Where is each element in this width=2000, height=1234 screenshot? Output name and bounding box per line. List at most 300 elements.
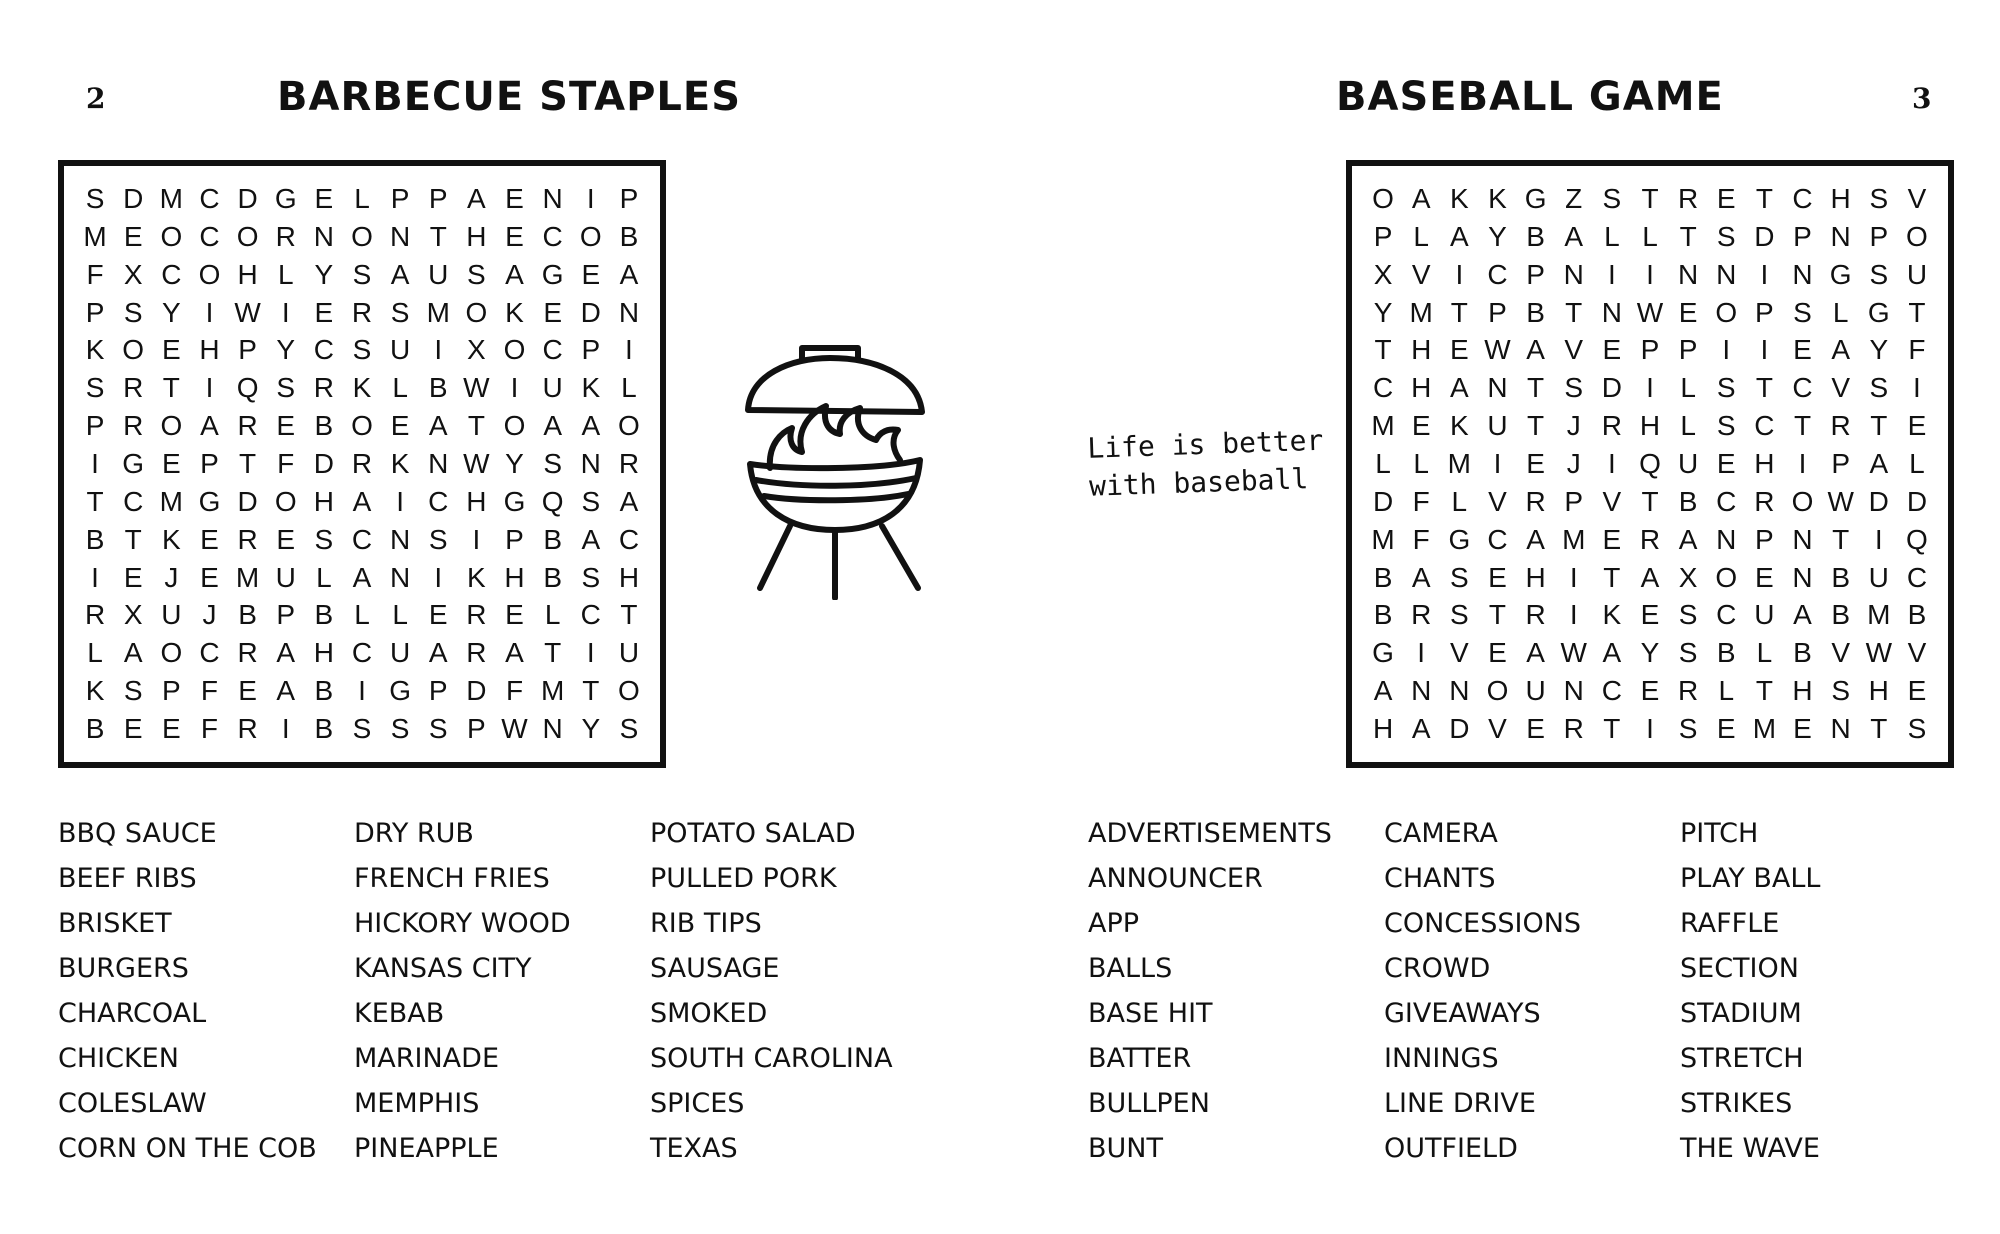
right-grid-letter: E — [1907, 410, 1927, 442]
right-grid-letter: S — [1869, 182, 1889, 214]
left-grid-letter: D — [237, 485, 258, 517]
right-grid-letter: P — [1564, 485, 1584, 517]
right-grid-letter: D — [1449, 713, 1470, 745]
left-grid-letter: W — [463, 447, 490, 479]
right-grid-letter: R — [1754, 485, 1775, 517]
left-grid-letter: K — [467, 561, 486, 593]
right-grid-letter: B — [1373, 599, 1393, 631]
left-word-list-item: CORN ON THE COB — [58, 1133, 317, 1164]
left-grid-letter: U — [275, 561, 296, 593]
right-grid-letter: P — [1488, 296, 1507, 328]
left-grid-letter: L — [316, 561, 332, 593]
left-grid-letter: T — [86, 485, 104, 517]
left-grid-letter: I — [91, 447, 99, 479]
left-grid-letter: M — [159, 485, 183, 517]
left-grid-letter: R — [275, 220, 296, 252]
left-grid-letter: P — [200, 447, 219, 479]
right-word-list-item: ADVERTISEMENTS — [1088, 818, 1332, 849]
right-grid-letter: R — [1525, 485, 1546, 517]
left-grid-letter: N — [618, 296, 640, 328]
right-grid-letter: E — [1411, 410, 1431, 442]
right-grid-letter: L — [1909, 447, 1925, 479]
left-grid-letter: U — [428, 258, 449, 290]
tagline-line-2: with baseball — [1088, 462, 1309, 503]
left-grid-letter: C — [199, 637, 220, 669]
right-grid-letter: T — [1793, 410, 1812, 442]
left-grid-letter: A — [581, 523, 601, 555]
right-grid-letter: C — [1601, 675, 1622, 707]
right-grid-letter: S — [1869, 258, 1889, 290]
left-grid-letter: I — [205, 372, 214, 404]
left-grid-letter: A — [123, 637, 143, 669]
left-grid-letter: C — [428, 485, 449, 517]
right-grid-letter: U — [1868, 561, 1889, 593]
left-grid-letter: A — [200, 410, 219, 442]
left-grid-letter: I — [205, 296, 214, 328]
left-grid-letter: P — [619, 182, 639, 214]
left-grid-letter: Y — [314, 258, 334, 290]
left-grid-letter: A — [276, 675, 296, 707]
right-grid-letter: E — [1488, 561, 1507, 593]
left-grid-letter: J — [202, 599, 217, 631]
left-grid-letter: A — [276, 637, 296, 669]
left-grid-letter: O — [503, 410, 526, 442]
left-grid-letter: C — [542, 220, 563, 252]
left-grid-letter: A — [390, 258, 410, 290]
right-grid-letter: D — [1601, 372, 1622, 404]
left-grid-letter: I — [586, 637, 595, 669]
left-grid-letter: I — [281, 713, 290, 745]
left-grid-letter: A — [352, 485, 372, 517]
left-grid-letter: A — [619, 258, 639, 290]
right-word-list-item: LINE DRIVE — [1384, 1088, 1536, 1119]
left-grid-letter: A — [581, 410, 601, 442]
left-grid-letter: T — [239, 447, 257, 479]
right-grid-letter: I — [1646, 713, 1654, 745]
right-grid-letter: C — [1792, 372, 1813, 404]
left-grid-letter: T — [620, 599, 638, 631]
left-grid-letter: N — [542, 713, 563, 745]
left-grid-letter: R — [123, 410, 144, 442]
right-grid-letter: R — [1563, 713, 1584, 745]
right-grid-letter: F — [1908, 334, 1926, 366]
left-word-list-item: TEXAS — [650, 1133, 738, 1164]
left-word-list-item: BBQ SAUCE — [58, 818, 217, 849]
right-grid-letter: N — [1792, 561, 1813, 593]
right-grid-letter: L — [1604, 220, 1620, 252]
left-word-list-item: SPICES — [650, 1088, 745, 1119]
left-grid-letter: H — [466, 485, 487, 517]
right-grid-letter: I — [1607, 258, 1616, 290]
right-grid-letter: T — [1527, 372, 1545, 404]
right-grid-letter: E — [1640, 599, 1660, 631]
left-word-list-item: SOUTH CAROLINA — [650, 1043, 893, 1074]
right-word-list-item: CONCESSIONS — [1384, 908, 1582, 939]
left-word-list-item: DRY RUB — [354, 818, 474, 849]
left-grid-letter: R — [123, 372, 144, 404]
right-grid-letter: L — [1642, 220, 1658, 252]
right-grid-letter: H — [1830, 182, 1851, 214]
left-grid-letter: E — [314, 182, 334, 214]
right-grid-letter: Y — [1869, 334, 1889, 366]
left-grid-letter: K — [352, 372, 372, 404]
left-grid-letter: E — [276, 410, 296, 442]
left-grid-letter: K — [390, 447, 410, 479]
left-grid-letter: T — [429, 220, 447, 252]
left-grid-letter: E — [161, 334, 181, 366]
left-word-list-item: FRENCH FRIES — [354, 863, 550, 894]
right-grid-letter: V — [1488, 713, 1507, 745]
left-grid-letter: O — [503, 334, 526, 366]
left-word-list-item: MEMPHIS — [354, 1088, 480, 1119]
right-word-list-item: STRIKES — [1680, 1088, 1793, 1119]
right-grid-letter: K — [1488, 182, 1507, 214]
right-grid-letter: U — [1754, 599, 1775, 631]
right-grid-letter: L — [1680, 410, 1696, 442]
right-grid-letter: A — [1411, 561, 1431, 593]
left-grid-letter: X — [123, 599, 143, 631]
right-grid-letter: W — [1865, 637, 1892, 669]
right-grid-letter: L — [1756, 637, 1773, 669]
left-word-list-item: BRISKET — [58, 908, 172, 939]
left-grid-letter: G — [503, 485, 526, 517]
left-grid-letter: E — [276, 523, 296, 555]
left-grid-letter: R — [466, 637, 487, 669]
right-grid-letter: S — [1869, 372, 1889, 404]
right-grid-letter: E — [1793, 334, 1812, 366]
right-word-list-item: OUTFIELD — [1384, 1133, 1518, 1164]
right-word-list-item: CHANTS — [1384, 863, 1496, 894]
left-grid-letter: K — [581, 372, 601, 404]
left-grid-letter: F — [505, 675, 524, 707]
right-grid-letter: R — [1411, 599, 1432, 631]
left-grid-letter: D — [466, 675, 487, 707]
left-grid-letter: L — [621, 372, 637, 404]
right-grid-letter: R — [1830, 410, 1851, 442]
right-grid-letter: Y — [1488, 220, 1507, 252]
right-grid-letter: K — [1449, 182, 1469, 214]
left-grid-letter: D — [123, 182, 144, 214]
right-grid-letter: B — [1678, 485, 1698, 517]
left-grid-letter: Q — [541, 485, 564, 517]
tagline — [1086, 422, 1324, 506]
left-grid-letter: P — [238, 334, 257, 366]
left-grid-letter: B — [85, 523, 105, 555]
left-grid-letter: K — [85, 675, 105, 707]
right-grid-letter: A — [1869, 447, 1889, 479]
left-grid-letter: S — [123, 675, 143, 707]
right-grid-letter: N — [1830, 220, 1851, 252]
left-grid-letter: Y — [505, 447, 524, 479]
left-grid-letter: R — [466, 599, 487, 631]
left-page-title: BARBECUE STAPLES — [277, 74, 742, 120]
left-grid-letter: C — [199, 220, 220, 252]
left-grid-letter: S — [123, 296, 143, 328]
left-grid-letter: T — [544, 637, 562, 669]
right-grid-letter: T — [1603, 561, 1621, 593]
right-grid-letter: T — [1488, 599, 1507, 631]
left-grid-letter: E — [123, 561, 143, 593]
right-grid-letter: X — [1678, 561, 1698, 593]
right-grid-letter: E — [1716, 182, 1736, 214]
right-grid-letter: N — [1487, 372, 1508, 404]
right-grid-letter: M — [1371, 523, 1395, 555]
right-grid-letter: E — [1488, 637, 1507, 669]
left-word-list-item: PINEAPPLE — [354, 1133, 499, 1164]
left-grid-letter: T — [582, 675, 600, 707]
right-grid-letter: A — [1678, 523, 1698, 555]
left-word-list-item: SAUSAGE — [650, 953, 780, 984]
left-grid-letter: N — [390, 561, 411, 593]
right-grid-letter: A — [1411, 713, 1431, 745]
right-grid-letter: G — [1867, 296, 1890, 328]
right-grid-letter: I — [1493, 447, 1502, 479]
left-grid-letter: I — [472, 523, 481, 555]
left-grid-letter: I — [281, 296, 290, 328]
left-grid-letter: P — [161, 675, 181, 707]
left-grid-letter: B — [314, 713, 334, 745]
left-grid-letter: I — [91, 561, 99, 593]
left-grid-letter: Q — [236, 372, 259, 404]
left-grid-letter: L — [392, 599, 408, 631]
left-grid-letter: X — [467, 334, 486, 366]
right-word-list-item: STRETCH — [1680, 1043, 1804, 1074]
left-grid-letter: P — [85, 296, 105, 328]
right-grid-letter: H — [1868, 675, 1889, 707]
right-grid-letter: A — [1526, 334, 1545, 366]
left-word-list-item: HICKORY WOOD — [354, 908, 571, 939]
left-grid-letter: D — [313, 447, 334, 479]
left-grid-letter: Y — [161, 296, 181, 328]
left-grid-letter: P — [276, 599, 296, 631]
left-word-list-item: MARINADE — [354, 1043, 500, 1074]
right-grid-letter: H — [1525, 561, 1546, 593]
left-grid-letter: E — [543, 296, 562, 328]
left-grid-letter: H — [313, 485, 334, 517]
right-word-list-item: BUNT — [1088, 1133, 1163, 1164]
left-grid-letter: B — [314, 599, 334, 631]
left-word-list-item: CHARCOAL — [58, 998, 207, 1029]
right-grid-letter: V — [1907, 637, 1927, 669]
right-grid-letter: F — [1412, 485, 1430, 517]
right-grid-letter: G — [1448, 523, 1471, 555]
right-grid-letter: N — [1792, 258, 1813, 290]
grill-icon — [730, 340, 940, 600]
left-grid-letter: M — [159, 182, 183, 214]
right-grid-letter: Y — [1640, 637, 1660, 669]
right-grid-letter: L — [1451, 485, 1468, 517]
right-grid-letter: P — [1640, 334, 1660, 366]
right-grid-letter: E — [1526, 713, 1545, 745]
left-word-list-item: SMOKED — [650, 998, 768, 1029]
left-grid-letter: C — [580, 599, 601, 631]
left-word-list-item: COLESLAW — [58, 1088, 207, 1119]
right-grid-letter: N — [1792, 523, 1813, 555]
left-grid-letter: L — [354, 182, 370, 214]
right-grid-letter: Y — [1373, 296, 1393, 328]
right-grid-letter: C — [1372, 372, 1394, 404]
right-grid-letter: W — [1636, 296, 1664, 328]
left-word-list-item: KANSAS CITY — [354, 953, 532, 984]
left-grid-letter: S — [276, 372, 296, 404]
left-grid-letter: R — [351, 296, 373, 328]
right-grid-letter: T — [1755, 372, 1773, 404]
left-grid-letter: L — [392, 372, 408, 404]
left-word-search-grid — [58, 160, 666, 768]
right-grid-letter: O — [1486, 675, 1509, 707]
left-grid-letter: O — [274, 485, 297, 517]
left-grid-letter: H — [313, 637, 334, 669]
right-grid-letter: R — [1639, 523, 1661, 555]
left-grid-letter: O — [122, 334, 145, 366]
right-grid-letter: N — [1563, 675, 1584, 707]
left-grid-letter: B — [543, 523, 562, 555]
right-grid-letter: C — [1716, 599, 1737, 631]
right-grid-letter: I — [1646, 372, 1654, 404]
left-grid-letter: E — [505, 182, 524, 214]
left-grid-letter: N — [580, 447, 601, 479]
left-grid-letter: I — [510, 372, 519, 404]
right-grid-letter: S — [1716, 372, 1736, 404]
left-word-list — [58, 818, 946, 1178]
right-grid-letter: R — [1601, 410, 1622, 442]
right-grid-letter: H — [1411, 372, 1432, 404]
right-word-list-item: THE WAVE — [1680, 1133, 1820, 1164]
left-grid-letter: X — [123, 258, 143, 290]
left-grid-letter: S — [467, 258, 486, 290]
left-grid-letter: N — [390, 523, 411, 555]
left-grid-letter: O — [465, 296, 488, 328]
right-grid-letter: S — [1716, 410, 1736, 442]
left-grid-letter: O — [351, 410, 373, 442]
right-grid-letter: E — [1793, 713, 1812, 745]
right-grid-letter: Q — [1639, 447, 1661, 479]
right-word-list-item: ANNOUNCER — [1088, 863, 1263, 894]
left-grid-letter: G — [122, 447, 145, 479]
left-page-number: 2 — [86, 82, 106, 115]
right-word-list-item: INNINGS — [1384, 1043, 1499, 1074]
left-grid-letter: S — [581, 485, 601, 517]
left-grid-letter: A — [543, 410, 562, 442]
left-grid-letter: M — [540, 675, 565, 707]
left-grid-letter: N — [542, 182, 563, 214]
left-grid-letter: R — [237, 637, 258, 669]
left-grid-letter: N — [390, 220, 411, 252]
left-grid-letter: M — [426, 296, 450, 328]
right-grid-letter: B — [1831, 599, 1850, 631]
right-grid-letter: A — [1449, 372, 1469, 404]
left-grid-letter: T — [124, 523, 142, 555]
right-grid-letter: B — [1793, 637, 1812, 669]
left-grid-letter: S — [85, 372, 105, 404]
left-grid-letter: I — [358, 675, 366, 707]
left-grid-letter: G — [274, 182, 297, 214]
right-grid-letter: I — [1798, 447, 1807, 479]
right-grid-letter: E — [1755, 561, 1774, 593]
right-grid-letter: W — [1827, 485, 1854, 517]
right-grid-letter: N — [1678, 258, 1699, 290]
right-grid-letter: A — [1793, 599, 1812, 631]
right-grid-letter: P — [1755, 296, 1774, 328]
right-grid-letter: E — [1907, 675, 1927, 707]
left-grid-letter: H — [237, 258, 258, 290]
right-grid-letter: S — [1678, 637, 1698, 669]
left-grid-letter: C — [542, 334, 563, 366]
right-grid-letter: V — [1449, 637, 1469, 669]
left-grid-letter: T — [467, 410, 485, 442]
right-grid-letter: O — [1372, 182, 1394, 214]
right-grid-letter: H — [1639, 410, 1661, 442]
left-grid-letter: E — [123, 713, 143, 745]
left-grid-letter: U — [542, 372, 563, 404]
right-grid-letter: Z — [1565, 182, 1583, 214]
right-grid-letter: C — [1487, 258, 1508, 290]
right-grid-letter: L — [1413, 447, 1429, 479]
left-grid-letter: A — [505, 637, 524, 669]
right-grid-letter: I — [1913, 372, 1921, 404]
right-grid-letter: B — [1831, 561, 1850, 593]
right-grid-letter: T — [1641, 485, 1659, 517]
left-grid-letter: E — [581, 258, 601, 290]
left-grid-letter: P — [467, 713, 486, 745]
left-grid-letter: B — [543, 561, 562, 593]
left-grid-letter: Y — [581, 713, 601, 745]
left-grid-letter: P — [505, 523, 524, 555]
left-grid-letter: D — [237, 182, 258, 214]
left-grid-letter: I — [434, 561, 443, 593]
right-grid-letter: V — [1907, 182, 1927, 214]
right-grid-letter: P — [1373, 220, 1393, 252]
left-grid-letter: W — [501, 713, 528, 745]
left-grid-letter: O — [160, 220, 183, 252]
right-grid-letter: E — [1602, 523, 1622, 555]
left-grid-letter: L — [277, 258, 294, 290]
right-grid-letter: P — [1678, 334, 1698, 366]
right-grid-letter: I — [1417, 637, 1426, 669]
right-grid-letter: S — [1716, 220, 1736, 252]
right-grid-letter: M — [1867, 599, 1891, 631]
left-grid-letter: R — [351, 447, 373, 479]
right-grid-letter: J — [1566, 447, 1581, 479]
right-grid-letter: E — [1526, 447, 1545, 479]
left-grid-letter: G — [541, 258, 564, 290]
left-grid-letter: U — [390, 334, 411, 366]
right-word-list-item: PITCH — [1680, 818, 1759, 849]
right-grid-letter: I — [1569, 561, 1578, 593]
right-word-list-item: BATTER — [1088, 1043, 1192, 1074]
right-grid-letter: N — [1563, 258, 1584, 290]
left-grid-letter: I — [434, 334, 443, 366]
left-grid-letter: M — [235, 561, 260, 593]
right-grid-letter: H — [1372, 713, 1394, 745]
right-grid-letter: O — [1715, 561, 1738, 593]
left-grid-letter: W — [463, 372, 490, 404]
left-grid-letter: S — [619, 713, 639, 745]
left-grid-letter: E — [161, 713, 181, 745]
right-grid-letter: V — [1564, 334, 1584, 366]
right-word-list-item: APP — [1088, 908, 1140, 939]
left-grid-letter: C — [199, 182, 220, 214]
left-grid-letter: E — [505, 599, 524, 631]
right-grid-letter: T — [1870, 410, 1888, 442]
right-word-list-item: BASE HIT — [1088, 998, 1213, 1029]
right-grid-letter: G — [1372, 637, 1394, 669]
right-grid-letter: I — [1722, 334, 1731, 366]
left-grid-letter: N — [313, 220, 334, 252]
left-grid-letter: E — [200, 523, 219, 555]
right-grid-letter: T — [1679, 220, 1697, 252]
left-grid-letter: E — [200, 561, 219, 593]
